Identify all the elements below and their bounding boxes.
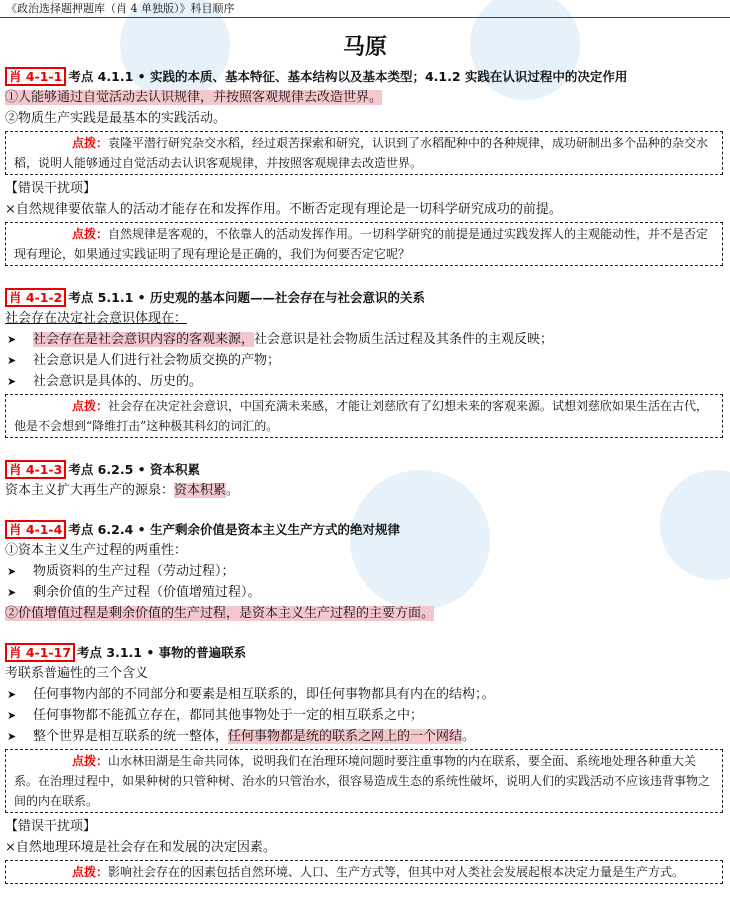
section-tag: 肖 4-1-4 (5, 520, 66, 539)
point-text: 资本主义扩大再生产的源泉：资本积累。 (5, 483, 240, 498)
section-heading (5, 642, 723, 663)
hint-box (5, 222, 723, 266)
bullet-item: ➤ 社会意识是具体的、历史的。 (5, 371, 723, 392)
bullet-item: ➤ 社会存在是社会意识内容的客观来源，社会意识是社会物质生活过程及其条件的主观反映； (5, 329, 723, 350)
point-text: 社会存在决定社会意识体现在： (5, 311, 188, 326)
wrong-option: ×自然规律要依靠人的活动才能存在和发挥作用。不断否定现有理论是一切科学研究成功的前提。 (5, 202, 562, 217)
section-tag: 肖 4-1-3 (5, 460, 66, 479)
section-title: 考点 6.2.5 • 资本积累 (68, 462, 200, 477)
hint-text: 社会存在决定社会意识，中国充满未来感，才能让刘慈欣有了幻想未来的客观来源。试想刘慈欣如果生活在古代，他是不会想到“降维打击”这种极其科幻的词汇的。 (14, 399, 709, 433)
page-header: 《政治选择题押题库（肖 4 单独版）》科目顺序 (0, 0, 730, 18)
bullet-item: ➤ 社会意识是人们进行社会物质交换的产物； (5, 350, 723, 371)
page-title: 马原 (342, 35, 387, 60)
section-heading (5, 519, 723, 540)
hint-text: 山水林田湖是生命共同体，说明我们在治理环境问题时要注重事物的内在联系，要全面、系统地处理各种重大关系。在治理过程中，如果种树的只管种树、治水的只管治水，很容易造成生态的系统性破坏，说明人们的实践活动不应该违背事物之间的内在联系。 (14, 754, 711, 808)
key-point: ②价值增值过程是剩余价值的生产过程，是资本主义生产过程的主要方面。 (5, 606, 435, 621)
hint-box (5, 860, 723, 884)
section-title: 考点 6.2.4 • 生产剩余价值是资本主义生产方式的绝对规律 (68, 522, 400, 537)
hint-text: 影响社会存在的因素包括自然环境、人口、生产方式等，但其中对人类社会发展起根本决定力量是生产方式。 (108, 865, 685, 879)
section-heading (5, 66, 723, 87)
hint-label: 点拨： (72, 865, 109, 879)
point-text: ②物质生产实践是最基本的实践活动。 (5, 111, 227, 126)
bullet-item: ➤ 任何事物都不能孤立存在，都同其他事物处于一定的相互联系之中； (5, 705, 723, 726)
key-point: ①人能够通过自觉活动去认识规律，并按照客观规律去改造世界。 (5, 90, 383, 105)
hint-label: 点拨： (72, 227, 109, 241)
point-text: 考联系普遍性的三个含义 (5, 666, 149, 681)
wrong-option: ×自然地理环境是社会存在和发展的决定因素。 (5, 840, 276, 855)
wrong-heading: 【错误干扰项】 (5, 181, 97, 196)
section-tag: 肖 4-1-17 (5, 643, 75, 662)
hint-label: 点拨： (72, 136, 109, 150)
bullet-item: ➤ 剩余价值的生产过程（价值增殖过程）。 (5, 582, 723, 603)
hint-text: 自然规律是客观的，不依靠人的活动发挥作用。一切科学研究的前提是通过实践发挥人的主观能动性，并不是否定现有理论，如果通过实践证明了现有理论是正确的，我们为何要否定它呢？ (14, 227, 709, 261)
section-tag: 肖 4-1-1 (5, 67, 66, 86)
point-text: ①资本主义生产过程的两重性： (5, 543, 188, 558)
hint-box (5, 131, 723, 175)
section-tag: 肖 4-1-2 (5, 288, 66, 307)
bullet-item: ➤ 任何事物内部的不同部分和要素是相互联系的，即任何事物都具有内在的结构；。 (5, 684, 723, 705)
hint-text: 袁隆平潜行研究杂交水稻，经过艰苦探索和研究，认识到了水稻配种中的各种规律，成功研制出多个品种的杂交水稻，说明人能够通过自觉活动去认识客观规律，并按照客观规律去改造世界。 (14, 136, 709, 170)
section-heading (5, 287, 723, 308)
section-title: 考点 5.1.1 • 历史观的基本问题——社会存在与社会意识的关系 (68, 290, 425, 305)
section-title: 考点 4.1.1 • 实践的本质、基本特征、基本结构以及基本类型；4.1.2 实践在认识过程中的决定作用 (68, 69, 628, 84)
bullet-item: ➤ 物质资料的生产过程（劳动过程）； (5, 561, 723, 582)
wrong-heading: 【错误干扰项】 (5, 819, 97, 834)
hint-box (5, 394, 723, 438)
content (5, 66, 723, 887)
section-heading (5, 459, 723, 480)
bullet-item: ➤ 整个世界是相互联系的统一整体，任何事物都是统的联系之网上的一个网结。 (5, 726, 723, 747)
hint-box (5, 749, 723, 813)
hint-label: 点拨： (72, 399, 109, 413)
section-title: 考点 3.1.1 • 事物的普遍联系 (77, 645, 247, 660)
hint-label: 点拨： (72, 754, 109, 768)
